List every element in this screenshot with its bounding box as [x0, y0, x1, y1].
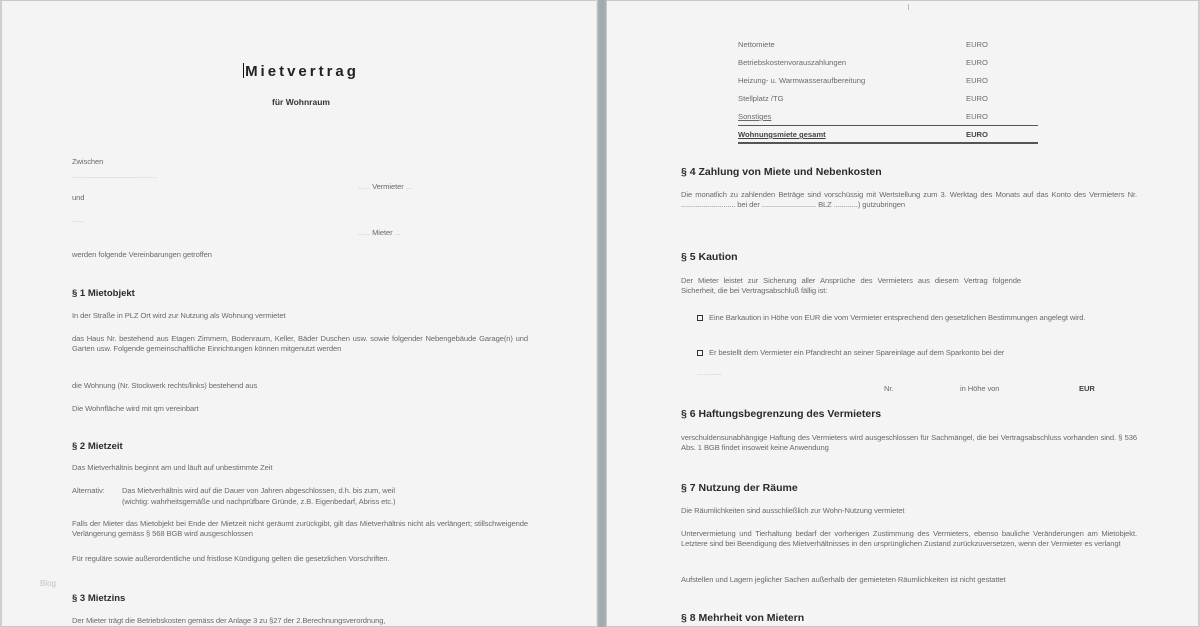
section-4-heading: § 4 Zahlung von Miete und Nebenkosten — [681, 166, 882, 178]
section-1-line-3: die Wohnung (Nr. Stockwerk rechts/links) bestehend aus — [72, 381, 258, 390]
landlord-name-placeholder: .......................................... — [72, 171, 157, 180]
rent-row-other: Sonstiges EURO — [738, 108, 1038, 126]
rent-row-parking: Stellplatz /TG EURO — [738, 94, 988, 103]
section-2-alternative-label: Alternativ: — [72, 486, 105, 495]
eur-label: EUR — [1079, 384, 1095, 393]
section-2-paragraph-3: Falls der Mieter das Mietobjekt bei Ende der Mietzeit nicht geräumt zurückgibt, gilt das Mietverhältnis nicht als verlängert; stillschweigende Verlängerung gemäss § 568 BGB wird ausgeschlossen — [72, 519, 528, 538]
cash-deposit-checkbox[interactable] — [697, 315, 703, 321]
and-label: und — [72, 193, 85, 202]
document-page-left — [0, 0, 598, 627]
rent-row-net-rent: Nettomiete EURO — [738, 40, 988, 49]
amount-label: in Höhe von — [960, 384, 1000, 393]
section-8-heading: § 8 Mehrheit von Mietern — [681, 612, 805, 624]
blog-watermark: Blog — [40, 579, 57, 588]
section-7-line-1: Die Räumlichkeiten sind ausschließlich zur Wohn-Nutzung vermietet — [681, 506, 905, 515]
tenant-label: ...... Mieter ... — [358, 228, 401, 237]
agreement-text: werden folgende Vereinbarungen getroffen — [72, 250, 212, 259]
section-2-line-4: Für reguläre sowie außerordentliche und fristlose Kündigung gelten die gesetzlichen Vorschriften. — [72, 554, 390, 563]
section-1-line-4: Die Wohnfläche wird mit qm vereinbart — [72, 404, 199, 413]
section-6-paragraph: verschuldensunabhängige Haftung des Vermieters wird ausgeschlossen für Sachmängel, die bei Vertragsabschluss vorhanden sind. § 536 Abs. 1 BGB findet insoweit keine Anwendung — [681, 433, 1137, 452]
section-5-heading: § 5 Kaution — [681, 251, 738, 263]
rent-breakdown-table — [738, 36, 1038, 144]
section-7-paragraph-2: Untervermietung und Tierhaltung bedarf der vorherigen Zustimmung des Vermieters, ebenso bauliche Veränderungen am Mietobjekt. Letztere sind bei Beendigung des Mietverhältnisses in den ursprünglichen Zustand zurückzuversetzen, wenn der Vermieter es verlangt — [681, 529, 1137, 548]
tenant-name-placeholder: ...... — [72, 215, 85, 224]
section-5-paragraph: Der Mieter leistet zur Sicherung aller Ansprüche des Vermieters aus diesem Vertrag folgende Sicherheit, die bei Vertragsabschluß fällig ist: — [681, 276, 1021, 295]
page-marker — [908, 4, 909, 10]
account-number-label: Nr. — [884, 384, 894, 393]
section-7-line-3: Aufstellen und Lagern jeglicher Sachen außerhalb der gemieteten Räumlichkeiten ist nicht gestattet — [681, 575, 1006, 584]
landlord-label: ...... Vermieter ... — [358, 182, 412, 191]
rent-row-total: Wohnungsmiete gesamt EURO — [738, 126, 1038, 144]
section-2-line-1: Das Mietverhältnis beginnt am und läuft auf unbestimmte Zeit — [72, 463, 273, 472]
deposit-option-cash: Eine Barkaution in Höhe von EUR die vom Vermieter entsprechend den gesetzlichen Bestimmungen angelegt wird. — [697, 313, 1085, 323]
pledge-deposit-checkbox[interactable] — [697, 350, 703, 356]
text-cursor — [243, 63, 244, 78]
section-3-line-1: Der Mieter trägt die Betriebskosten gemäss der Anlage 3 zu §27 der 2.Berechnungsverordnung, — [72, 616, 386, 625]
between-label: Zwischen — [72, 157, 104, 166]
deposit-option-pledge: Er bestellt dem Vermieter ein Pfandrecht an seiner Spareinlage auf dem Sparkonto bei der — [697, 348, 1004, 358]
section-1-heading: § 1 Mietobjekt — [72, 288, 135, 299]
document-title: Mietvertrag — [245, 63, 359, 80]
section-4-paragraph: Die monatlich zu zahlenden Beträge sind vorschüssig mit Wertstellung zum 3. Werktag des Monats auf das Konto des Vermieters Nr. ........................... bei der ........................... BLZ ............) gutzubringen — [681, 190, 1137, 209]
section-2-alternative-text-2: (wichtig: wahrheitsgemäße und nachprüfbare Gründe, z.B. Eigenbedarf, Abriss etc.) — [122, 497, 396, 506]
rent-row-heating: Heizung- u. Warmwasseraufbereitung EURO — [738, 76, 988, 85]
section-7-heading: § 7 Nutzung der Räume — [681, 482, 798, 494]
section-2-heading: § 2 Mietzeit — [72, 441, 123, 452]
section-6-heading: § 6 Haftungsbegrenzung des Vermieters — [681, 408, 882, 420]
section-1-paragraph-2: das Haus Nr. bestehend aus Etagen Zimmern, Bodenraum, Keller, Bäder Duschen usw. sowie folgender Nebengebäude Garage(n) und Garten usw. Folgende gemeinschaftliche Einrichtungen können mitgenutzt werden — [72, 334, 528, 353]
document-subtitle: für Wohnraum — [272, 97, 330, 107]
section-3-heading: § 3 Mietzins — [72, 593, 126, 604]
section-2-alternative-text-1: Das Mietverhältnis wird auf die Dauer von Jahren abgeschlossen, d.h. bis zum, weil — [122, 486, 395, 495]
section-1-line-1: In der Straße in PLZ Ort wird zur Nutzung als Wohnung vermietet — [72, 311, 286, 320]
rent-row-operating-costs: Betriebskostenvorauszahlungen EURO — [738, 58, 988, 67]
bank-name-placeholder: ............ — [697, 368, 722, 377]
